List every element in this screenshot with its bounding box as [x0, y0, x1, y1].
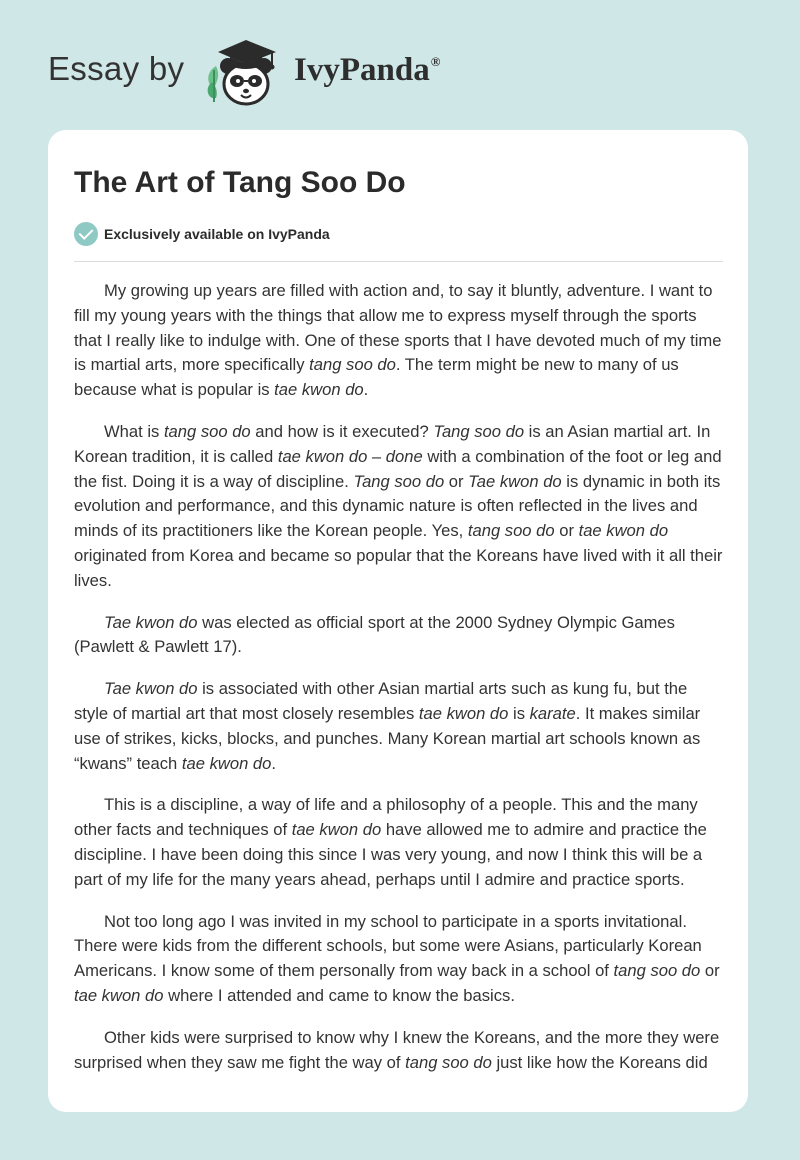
essay-body: [74, 279, 724, 1092]
paragraph-text: . It makes similar use of strikes, kicks, blocks, and punches. Many Korean martial art schools known as “kwans” teach: [74, 703, 701, 773]
panda-logo-icon[interactable]: [202, 36, 290, 110]
paragraph-text: Other kids were surprised to know why I knew the Koreans, and the more they were surprised when they saw me fight the way of: [74, 1027, 720, 1072]
italic-term: Tae kwon do: [104, 679, 198, 699]
italic-term: Tang soo do: [353, 471, 445, 491]
exclusive-badge: [74, 222, 330, 246]
paragraph-text: is associated with other Asian martial arts such as kung fu, but the style of martial art that most closely resembles: [74, 679, 688, 723]
italic-term: tae kwon do – done: [277, 446, 423, 466]
italic-term: tae kwon do: [291, 820, 382, 840]
essay-by-label: Essay by: [48, 50, 185, 87]
paragraph-text: is dynamic in both its evolution and performance, and this dynamic nature is often reflected in the lives and minds of its practitioners like the Korean people. Yes,: [74, 471, 721, 541]
italic-term: tang soo do: [405, 1052, 492, 1072]
paragraph-text: have allowed me to admire and practice the discipline. I have been doing this since I was very young, and now I think this will be a part of my life for the many years ahead, perhaps until I admire and practice sports.: [74, 820, 707, 889]
italic-term: tae kwon do: [578, 521, 669, 541]
essay-paragraph: [74, 910, 724, 1009]
italic-term: tae kwon do: [274, 380, 364, 400]
paragraph-text: and how is it executed?: [250, 421, 434, 441]
paragraph-text: This is a discipline, a way of life and a philosophy of a people. This and the many other facts and techniques of: [74, 795, 698, 840]
divider: [74, 261, 723, 262]
essay-paragraph: [74, 279, 724, 403]
italic-term: Tae kwon do: [104, 612, 198, 632]
essay-paragraph: [74, 611, 724, 661]
exclusive-label: Exclusively available on IvyPanda: [104, 226, 330, 242]
paragraph-text: just like how the Koreans did: [491, 1052, 708, 1072]
paragraph-text: Not too long ago I was invited in my school to participate in a sports invitational. There were kids from the different schools, but some were Asians, particularly Korean Americans. I know some of them personally from way back in a school of: [74, 911, 702, 981]
italic-term: tang soo do: [309, 355, 396, 375]
paragraph-text: .: [363, 380, 369, 400]
paragraph-text: originated from Korea and became so popular that the Koreans have lived with it all their lives.: [74, 545, 723, 590]
paragraph-text: or: [444, 471, 469, 491]
paragraph-text: or: [554, 521, 579, 541]
brand-name[interactable]: IvyPanda®: [294, 52, 441, 88]
essay-paragraph: [74, 677, 724, 776]
site-header: [0, 0, 800, 120]
italic-term: tae kwon do: [181, 753, 272, 773]
paragraph-text: or: [700, 961, 720, 981]
essay-card: [48, 130, 748, 1112]
registered-mark: ®: [430, 54, 441, 69]
italic-term: Tae kwon do: [468, 471, 562, 491]
paragraph-text: . The term might be new to many of us because what is popular is: [74, 355, 679, 400]
essay-paragraph: [74, 420, 724, 594]
check-icon: [74, 222, 98, 246]
paragraph-text: was elected as official sport at the 2000 Sydney Olympic Games (Pawlett & Pawlett 17).: [74, 612, 675, 657]
italic-term: karate: [529, 703, 576, 723]
essay-paragraph: [74, 793, 724, 892]
paragraph-text: What is: [104, 421, 164, 441]
italic-term: tang soo do: [467, 521, 555, 541]
italic-term: tae kwon do: [74, 985, 164, 1005]
italic-term: Tang soo do: [433, 421, 525, 441]
paragraph-text: is an Asian martial art. In Korean tradition, it is called: [74, 421, 711, 466]
essay-paragraph: [74, 1026, 724, 1076]
page-title: The Art of Tang Soo Do: [74, 166, 406, 199]
italic-term: tae kwon do: [418, 703, 509, 723]
italic-term: tang soo do: [163, 421, 251, 441]
paragraph-text: .: [271, 753, 277, 773]
paragraph-text: is: [508, 703, 530, 723]
paragraph-text: where I attended and came to know the basics.: [163, 985, 515, 1005]
paragraph-text: My growing up years are filled with action and, to say it bluntly, adventure. I want to fill my young years with the things that allow me to express myself through the sports that I really like to indulge with. One of these sports that I have devoted much of my time is martial arts, more specifically: [74, 281, 722, 375]
italic-term: tang soo do: [613, 961, 701, 981]
paragraph-text: with a combination of the foot or leg and the fist. Doing it is a way of discipline.: [74, 446, 722, 491]
